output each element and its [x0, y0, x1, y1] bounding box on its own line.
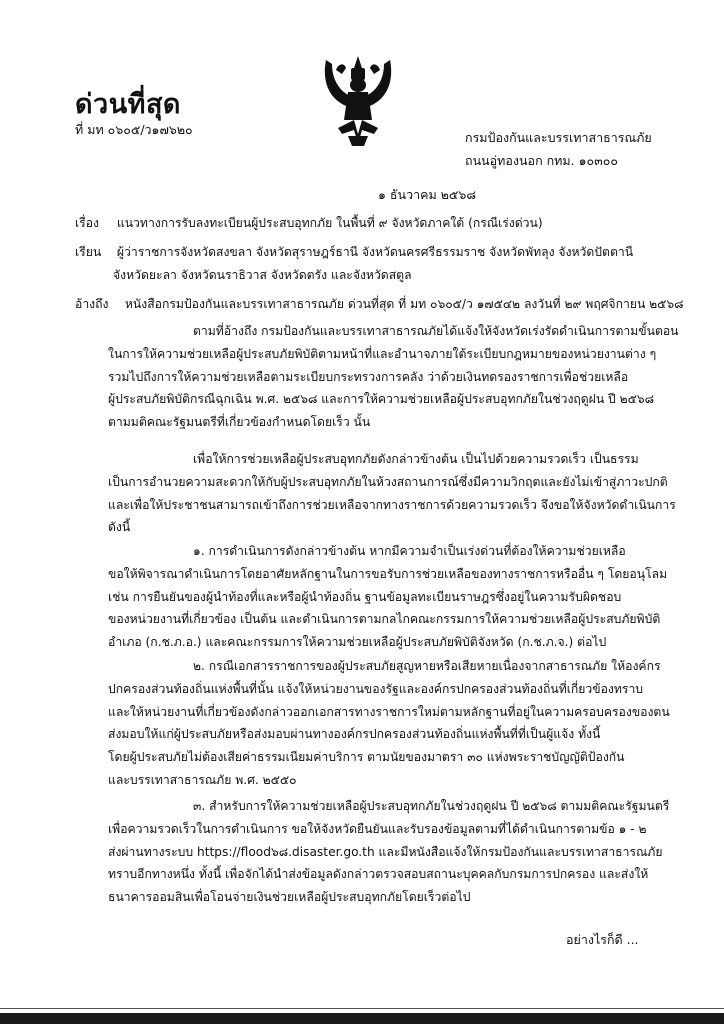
reference-line — [75, 293, 684, 315]
recipient-text-2: จังหวัดยะลา จังหวัดนราธิวาส จังหวัดตรัง และจังหวัดสตูล — [113, 268, 412, 282]
reference-text: หนังสือกรมป้องกันและบรรเทาสาธารณภัย ด่วนที่สุด ที่ มท ๐๖๐๕/ว ๑๗๕๔๒ ลงวันที่ ๒๙ พฤศจิกายน ๒๕๖๘ — [124, 297, 684, 311]
paragraph-line: ทราบอีกทางหนึ่ง ทั้งนี้ เพื่อจักได้นำส่งข้อมูลดังกล่าวตรวจสอบสถานะบุคคลกับกรมการปกครอง และส่งให้ — [108, 867, 649, 882]
paragraph-line: ส่งผ่านทางระบบ https://flood๖๘.disaster.go.th และมีหนังสือแจ้งให้กรมป้องกันและบรรเทาสาธารณภัย — [108, 844, 663, 859]
paragraph-line: ในการให้ความช่วยเหลือผู้ประสบภัยพิบัติตามหน้าที่และอำนาจภายใต้ระเบียบกฎหมายของหน่วยงานต่าง ๆ — [108, 346, 657, 361]
urgency-heading: ด่วนที่สุด — [75, 89, 181, 120]
continuation-text: อย่างไรก็ดี ... — [566, 932, 639, 947]
letter-date: ๑ ธันวาคม ๒๕๖๘ — [378, 187, 476, 202]
paragraph-line: และให้หน่วยงานที่เกี่ยวข้องดังกล่าวออกเอกสารทางราชการใหม่ตามหลักฐานที่อยู่ในความครอบครองของตน — [108, 704, 670, 719]
page-edge-line — [0, 1008, 724, 1009]
paragraph-line: ตามที่อ้างถึง กรมป้องกันและบรรเทาสาธารณภัยได้แจ้งให้จังหวัดเร่งรัดดำเนินการตามขั้นตอน — [193, 324, 679, 338]
recipient-label: เรียน — [75, 245, 102, 259]
paragraph-line: อำเภอ (ก.ช.ภ.อ.) และคณะกรรมการให้ความช่วยเหลือผู้ประสบภัยพิบัติจังหวัด (ก.ช.ภ.จ.) ต่อไป — [108, 635, 607, 650]
paragraph-line: รวมไปถึงการให้ความช่วยเหลือตามระเบียบกระทรวงการคลัง ว่าด้วยเงินทดรองราชการเพื่อช่วยเหลือ — [108, 369, 629, 384]
subject-text: แนวทางการรับลงทะเบียนผู้ประสบอุทกภัย ในพื้นที่ ๙ จังหวัดภาคใต้ (กรณีเร่งด่วน) — [116, 216, 543, 230]
paragraph-line: ผู้ประสบภัยพิบัติกรณีฉุกเฉิน พ.ศ. ๒๕๖๘ และการให้ความช่วยเหลือผู้ประสบอุทกภัยในช่วงฤดูฝน ปี ๒๕๖๘ — [108, 392, 655, 407]
scan-edge-bar — [0, 1013, 724, 1024]
reference-label: อ้างถึง — [75, 297, 109, 311]
sender-address: ถนนอู่ทองนอก กทม. ๑๐๓๐๐ — [465, 153, 618, 168]
paragraph-line: ๓. สำหรับการให้ความช่วยเหลือผู้ประสบอุทกภัยในช่วงฤดูฝน ปี ๒๕๖๘ ตามมติคณะรัฐมนตรี — [193, 799, 670, 813]
paragraph-line: ของหน่วยงานที่เกี่ยวข้อง เป็นต้น และดำเนินการตามกลไกคณะกรรมการให้ความช่วยเหลือผู้ประสบภัยพิบัติ — [108, 612, 661, 627]
paragraph-line: เป็นการอำนวยความสะดวกให้กับผู้ประสบอุทกภัยในห้วงสถานการณ์ซึ่งมีความวิกฤตและยังไม่เข้าสู่ภาวะปกติ — [108, 474, 668, 489]
paragraph-line: ส่งมอบให้แก่ผู้ประสบภัยหรือส่งมอบผ่านทางองค์กรปกครองส่วนท้องถิ่นแห่งพื้นที่ที่เป็นผู้แจ้ง ทั้งนี้ — [108, 727, 601, 742]
paragraph-line: และเพื่อให้ประชาชนสามารถเข้าถึงการช่วยเหลือจากทางราชการด้วยความรวดเร็ว จึงขอให้จังหวัดดำเนินการ — [108, 497, 676, 512]
paragraph-line: เพื่อความรวดเร็วในการดำเนินการ ขอให้จังหวัดยืนยันและรับรองข้อมูลตามที่ได้ดำเนินการตามข้อ ๑ - ๒ — [108, 821, 647, 836]
garuda-emblem-icon — [318, 50, 398, 150]
paragraph-line: ๒. กรณีเอกสารราชการของผู้ประสบภัยสูญหายหรือเสียหายเนื่องจากสาธารณภัย ให้องค์กร — [193, 659, 661, 673]
subject-line — [75, 212, 543, 234]
paragraph-line: เพื่อให้การช่วยเหลือผู้ประสบอุทกภัยดังกล่าวข้างต้น เป็นไปด้วยความรวดเร็ว เป็นธรรม — [193, 452, 639, 466]
paragraph-line: ธนาคารออมสินเพื่อโอนจ่ายเงินช่วยเหลือผู้ประสบอุทกภัยโดยเร็วต่อไป — [108, 890, 471, 905]
paragraph-line: ปกครองส่วนท้องถิ่นแห่งพื้นที่นั้น แจ้งให้หน่วยงานของรัฐและองค์กรปกครองส่วนท้องถิ่นที่เกี่ยวข้องทราบ — [108, 681, 644, 696]
item-1 — [108, 540, 683, 654]
sender-organization: กรมป้องกันและบรรเทาสาธารณภัย — [465, 130, 652, 145]
paragraph-line: ตามมติคณะรัฐมนตรีที่เกี่ยวข้องกำหนดโดยเร็ว นั้น — [108, 415, 371, 430]
paragraph-line: และบรรเทาสาธารณภัย พ.ศ. ๒๕๕๐ — [108, 772, 297, 787]
paragraph-1 — [108, 320, 683, 434]
document-number: ที่ มท ๐๖๐๕/ว๑๗๖๒๐ — [75, 122, 193, 137]
item-3 — [108, 795, 683, 909]
paragraph-line: ดังนี้ — [108, 520, 131, 535]
recipient-line-2 — [113, 264, 412, 286]
paragraph-line: ๑. การดำเนินการดังกล่าวข้างต้น หากมีความจำเป็นเร่งด่วนที่ต้องให้ความช่วยเหลือ — [193, 544, 626, 558]
paragraph-line: เช่น การยืนยันของผู้นำท้องที่และหรือผู้นำท้องถิ่น ฐานข้อมูลทะเบียนราษฎรซึ่งอยู่ในความรับผิดชอบ — [108, 589, 622, 604]
paragraph-line: โดยผู้ประสบภัยไม่ต้องเสียค่าธรรมเนียมค่าบริการ ตามนัยของมาตรา ๓๐ แห่งพระราชบัญญัติป้องกัน — [108, 750, 625, 765]
subject-label: เรื่อง — [75, 216, 99, 230]
recipient-line — [75, 241, 633, 263]
item-2 — [108, 655, 683, 792]
paragraph-line: ขอให้พิจารณาดำเนินการโดยอาศัยหลักฐานในการขอรับการช่วยเหลือของทางราชการหรืออื่น ๆ โดยอนุโลม — [108, 566, 668, 581]
recipient-text-1: ผู้ว่าราชการจังหวัดสงขลา จังหวัดสุราษฎร์ธานี จังหวัดนครศรีธรรมราช จังหวัดพัทลุง จังหวัดปัตตานี — [116, 245, 634, 259]
paragraph-2 — [108, 448, 683, 539]
